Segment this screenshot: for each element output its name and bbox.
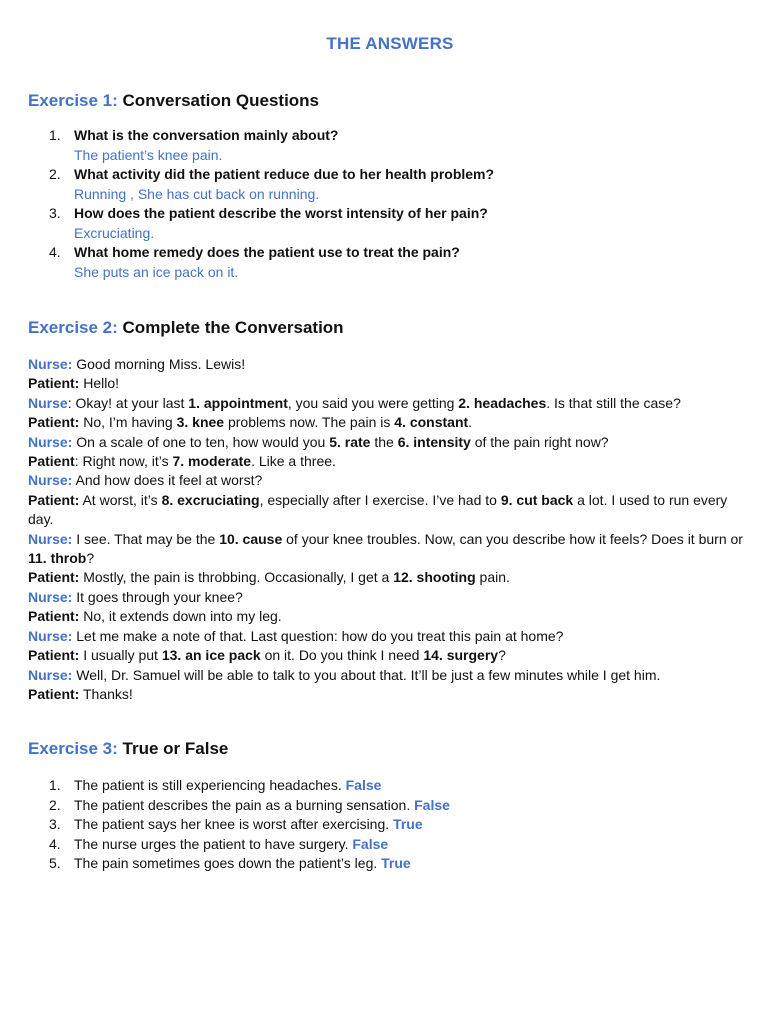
filled-blank: 12. shooting (393, 569, 476, 586)
item-number: 3. (49, 205, 61, 221)
dialogue-text: I usually put (79, 647, 162, 664)
dialogue-text: On a scale of one to ten, how would you (72, 433, 330, 450)
speaker-patient: Patient (28, 453, 75, 470)
statement-text: The nurse urges the patient to have surgery. (74, 835, 349, 852)
dialogue-text: ? (498, 647, 506, 664)
answer-text: She puts an ice pack on it. (74, 263, 239, 280)
speaker-nurse: Nurse (28, 394, 68, 411)
dialogue-text: Hello! (79, 375, 120, 392)
true-false-item (28, 776, 752, 796)
true-false-item (28, 796, 752, 816)
true-false-answer: True (381, 855, 411, 872)
dialogue-text: I see. That may be the (72, 530, 220, 547)
answer-text: Excruciating. (74, 224, 155, 241)
question-item (28, 243, 752, 282)
dialogue-line (28, 355, 752, 374)
statement-text: The pain sometimes goes down the patient’s leg. (74, 855, 378, 872)
dialogue-text: Mostly, the pain is throbbing. Occasionally, I get a (79, 569, 394, 586)
dialogue-line (28, 433, 752, 452)
exercise-2-label: Exercise 2: (28, 318, 118, 337)
speaker-nurse: Nurse: (28, 356, 73, 372)
page-title: THE ANSWERS (326, 34, 454, 53)
item-number: 1. (49, 127, 61, 143)
statement-text: The patient is still experiencing headaches. (74, 777, 342, 794)
dialogue-text: on it. Do you think I need (260, 647, 424, 664)
exercise-1-label: Exercise 1: (28, 91, 118, 110)
dialogue-text: problems now. The pain is (224, 414, 395, 431)
speaker-patient: Patient: (28, 569, 80, 586)
statement-text: The patient describes the pain as a burning sensation. (74, 796, 411, 813)
item-number: 5. (49, 855, 61, 872)
dialogue-text: It goes through your knee? (72, 588, 243, 605)
speaker-nurse: Nurse: (28, 666, 73, 683)
dialogue-text: At worst, it’s (79, 491, 162, 508)
dialogue-text: Good morning Miss. Lewis! (72, 356, 246, 372)
exercise-2-heading (28, 317, 752, 339)
dialogue-text: of your knee troubles. Now, can you describe how it feels? Does it burn or (282, 530, 743, 547)
dialogue-text: No, I’m having (79, 414, 177, 431)
dialogue-line (28, 607, 752, 626)
filled-blank: 11. throb (28, 550, 87, 567)
answer-text: The patient’s knee pain. (74, 146, 223, 163)
filled-blank: 2. headaches (458, 394, 547, 411)
item-number: 2. (49, 796, 61, 813)
item-number: 4. (49, 835, 61, 852)
filled-blank: 14. surgery (423, 647, 499, 664)
dialogue-text: the (370, 433, 398, 450)
dialogue-text: No, it extends down into my leg. (79, 608, 282, 625)
item-number: 3. (49, 816, 61, 833)
true-false-answer: False (352, 835, 389, 852)
dialogue-line (28, 646, 752, 665)
dialogue-text: Well, Dr. Samuel will be able to talk to you about that. It’ll be just a few minutes while I get him. (72, 666, 661, 683)
true-false-answer: False (414, 796, 450, 813)
dialogue-line (28, 666, 752, 685)
exercise-1-heading (28, 90, 752, 112)
dialogue-text: of the pain right now? (470, 433, 609, 450)
question-item (28, 165, 752, 204)
true-false-item (28, 815, 752, 835)
question-item (28, 126, 752, 165)
conversation-dialogue (28, 355, 752, 704)
document-page (28, 0, 752, 874)
answer-text: Running , She has cut back on running. (74, 185, 320, 202)
item-number: 1. (49, 777, 61, 794)
speaker-patient: Patient: (28, 414, 80, 431)
speaker-patient: Patient: (28, 685, 80, 702)
dialogue-text: Thanks! (79, 685, 133, 702)
dialogue-line (28, 627, 752, 646)
dialogue-line (28, 530, 752, 569)
dialogue-line (28, 413, 752, 432)
filled-blank: 10. cause (219, 530, 283, 547)
question-text: What activity did the patient reduce due to her health problem? (74, 166, 495, 182)
exercise-1-name: Conversation Questions (122, 91, 320, 110)
dialogue-text: , especially after I exercise. I’ve had to (259, 491, 501, 508)
true-false-answer: True (393, 816, 423, 833)
true-false-answer: False (345, 777, 382, 794)
speaker-patient: Patient: (28, 375, 80, 392)
exercise-1-list (28, 126, 752, 282)
speaker-nurse: Nurse: (28, 588, 73, 605)
filled-blank: 4. constant (394, 414, 469, 431)
question-text: How does the patient describe the worst intensity of her pain? (74, 205, 488, 221)
speaker-patient: Patient: (28, 647, 80, 664)
filled-blank: 6. intensity (397, 433, 471, 450)
exercise-3-name: True or False (122, 739, 229, 759)
filled-blank: 8. excruciating (161, 491, 260, 508)
dialogue-line (28, 491, 752, 530)
speaker-patient: Patient: (28, 608, 80, 625)
filled-blank: 5. rate (329, 433, 371, 450)
dialogue-line (28, 568, 752, 587)
true-false-item (28, 854, 752, 874)
dialogue-text: ? (86, 550, 95, 567)
exercise-3-heading (28, 738, 752, 760)
true-false-item (28, 835, 752, 855)
question-text: What is the conversation mainly about? (74, 127, 339, 143)
item-number: 4. (49, 244, 61, 260)
dialogue-line (28, 588, 752, 607)
dialogue-text: : Right now, it’s (74, 453, 173, 470)
dialogue-line (28, 394, 752, 413)
dialogue-line (28, 685, 752, 704)
speaker-patient: Patient: (28, 491, 80, 508)
dialogue-text: : Okay! at your last (67, 394, 189, 411)
dialogue-text: a lot. I used to run every day. (28, 491, 728, 528)
dialogue-line (28, 471, 752, 490)
filled-blank: 3. knee (176, 414, 225, 431)
dialogue-text: pain. (475, 569, 510, 586)
filled-blank: 9. cut back (500, 491, 574, 508)
dialogue-text: And how does it feel at worst? (72, 472, 263, 489)
item-number: 2. (49, 166, 61, 182)
filled-blank: 13. an ice pack (161, 647, 261, 664)
exercise-2-name: Complete the Conversation (122, 318, 344, 337)
speaker-nurse: Nurse: (28, 530, 73, 547)
dialogue-text: . Like a three. (251, 453, 336, 470)
speaker-nurse: Nurse: (28, 627, 73, 644)
question-text: What home remedy does the patient use to treat the pain? (74, 244, 460, 260)
dialogue-text: . (468, 414, 473, 431)
dialogue-text: Let me make a note of that. Last question: how do you treat this pain at home? (72, 627, 564, 644)
speaker-nurse: Nurse: (28, 472, 73, 489)
speaker-nurse: Nurse: (28, 433, 73, 450)
dialogue-text: . Is that still the case? (546, 394, 681, 411)
dialogue-text: , you said you were getting (287, 394, 459, 411)
question-item (28, 204, 752, 243)
exercise-3-label: Exercise 3: (28, 739, 118, 759)
filled-blank: 1. appointment (188, 394, 288, 411)
filled-blank: 7. moderate (172, 453, 252, 470)
dialogue-line (28, 374, 752, 393)
dialogue-line (28, 452, 752, 471)
statement-text: The patient says her knee is worst after exercising. (74, 816, 390, 833)
exercise-3-list (28, 776, 752, 874)
